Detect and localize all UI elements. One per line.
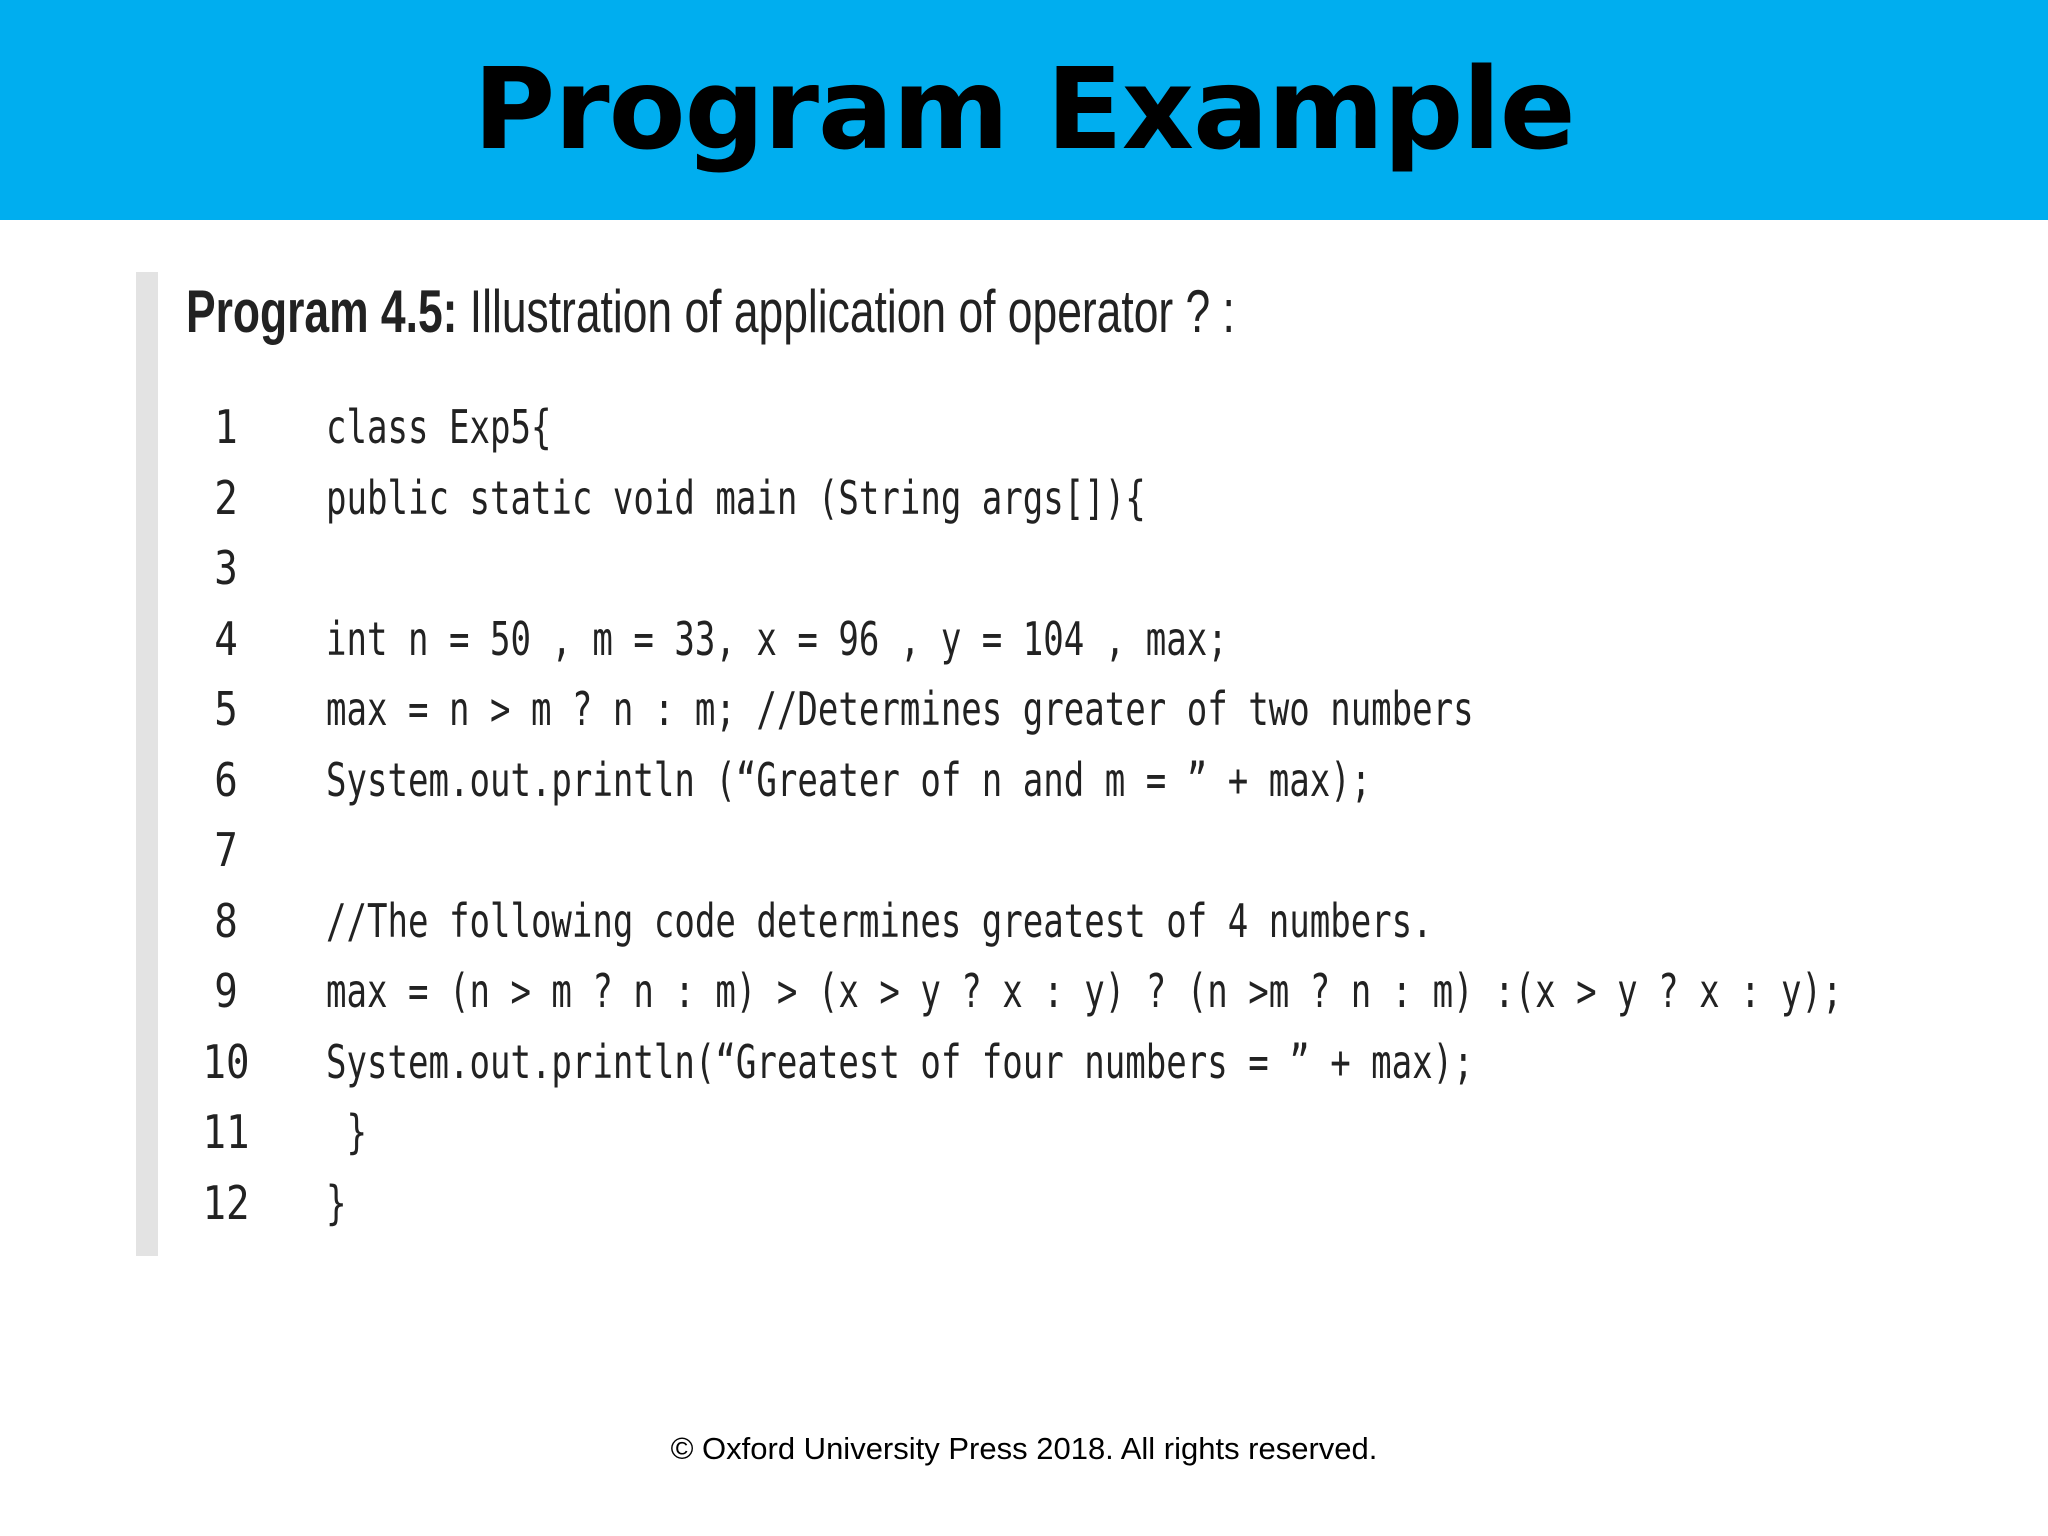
code-line: [136, 1097, 1856, 1168]
line-number: 10: [202, 1034, 250, 1089]
line-code: max = (n > m ? n : m) > (x > y ? x : y) ? (n >m ? n : m) :(x > y ? x : y);: [326, 964, 1843, 1018]
line-code: public static void main (String args[]){: [326, 470, 1146, 525]
code-line: [136, 886, 1856, 957]
line-code: //The following code determines greatest of 4 numbers.: [326, 893, 1433, 948]
line-code: }: [326, 1105, 367, 1159]
code-line: [136, 745, 1856, 816]
line-number: 12: [202, 1175, 250, 1230]
line-number: 9: [214, 964, 238, 1018]
code-line: [136, 815, 1856, 886]
line-number: 6: [214, 752, 238, 807]
line-number: 5: [214, 682, 238, 736]
caption-label: Program 4.5:: [186, 278, 458, 345]
figure-caption: [186, 272, 1235, 352]
line-code: System.out.println(“Greatest of four numbers = ” + max);: [326, 1034, 1474, 1089]
code-line: [136, 674, 1856, 745]
line-code: System.out.println (“Greater of n and m = ” + max);: [326, 752, 1372, 807]
code-line: [136, 463, 1856, 534]
line-number: 2: [214, 470, 238, 525]
code-line: [136, 604, 1856, 675]
line-number: 4: [214, 611, 238, 666]
code-line: [136, 1027, 1856, 1098]
slide-title: Program Example: [473, 45, 1575, 175]
line-number: 8: [214, 893, 238, 948]
code-figure: [136, 272, 1856, 1256]
line-number: 7: [214, 823, 238, 877]
line-code: max = n > m ? n : m; //Determines greater of two numbers: [326, 682, 1474, 736]
code-listing: [136, 392, 1856, 1238]
line-number: 11: [202, 1105, 250, 1159]
line-number: 1: [214, 400, 238, 454]
code-line: [136, 533, 1856, 604]
code-line: [136, 392, 1856, 463]
code-line: [136, 1168, 1856, 1239]
line-number: 3: [214, 541, 238, 595]
line-code: }: [326, 1175, 347, 1230]
line-code: class Exp5{: [326, 400, 552, 454]
copyright-footer: © Oxford University Press 2018. All rights reserved.: [670, 1431, 1378, 1466]
caption-text: Illustration of application of operator ? :: [457, 278, 1235, 345]
code-line: [136, 956, 1856, 1027]
line-code: int n = 50 , m = 33, x = 96 , y = 104 , max;: [326, 611, 1228, 666]
